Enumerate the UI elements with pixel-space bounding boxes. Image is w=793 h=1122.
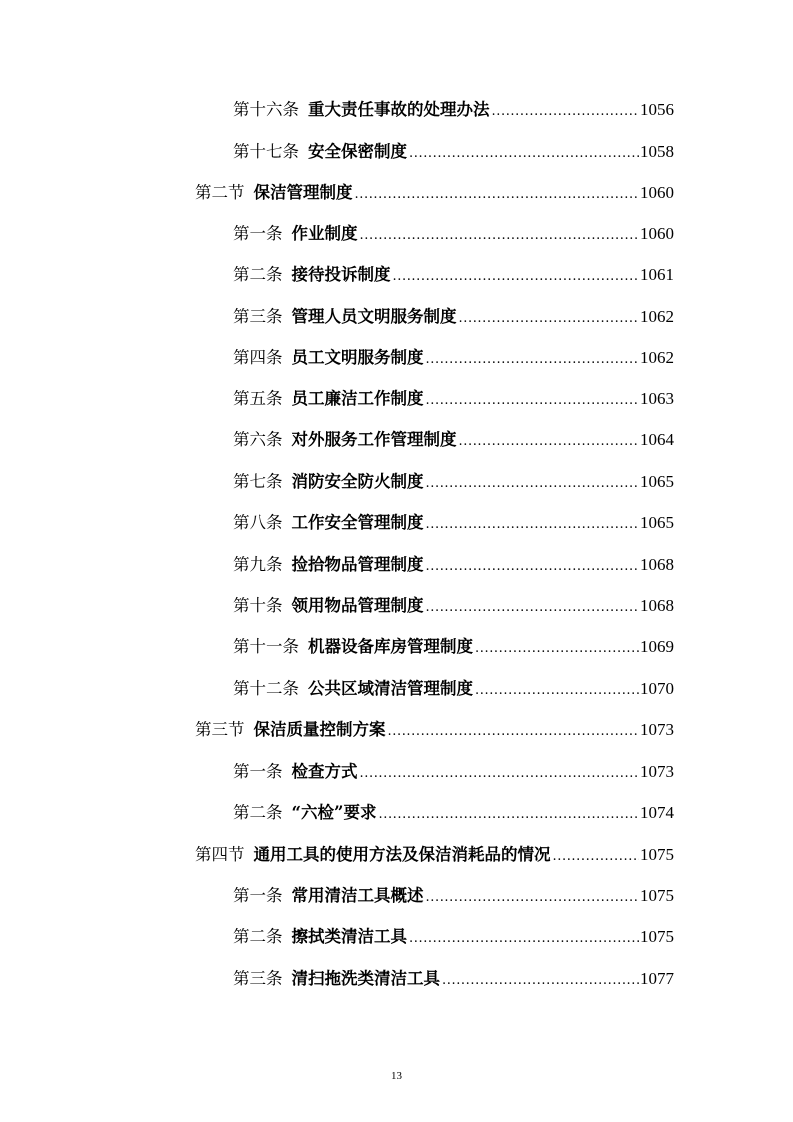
toc-entry[interactable] bbox=[233, 219, 674, 249]
toc-entry-number: 第一条 bbox=[233, 886, 283, 905]
toc-entry-title: 通用工具的使用方法及保洁消耗品的情况 bbox=[253, 845, 551, 864]
toc-entry-title: 领用物品管理制度 bbox=[291, 596, 424, 615]
toc-entry-title: 擦拭类清洁工具 bbox=[291, 927, 407, 946]
toc-entry-title: 常用清洁工具概述 bbox=[291, 886, 424, 905]
toc-entry-page: 1075 bbox=[640, 927, 674, 946]
toc-dot-leader bbox=[426, 508, 640, 538]
toc-entry-title: 公共区域清洁管理制度 bbox=[308, 679, 473, 698]
toc-entry[interactable] bbox=[233, 95, 674, 125]
toc-entry-number: 第十七条 bbox=[233, 142, 299, 161]
toc-entry[interactable] bbox=[233, 757, 674, 787]
toc-entry-title: 安全保密制度 bbox=[308, 142, 407, 161]
toc-entry-page: 1075 bbox=[640, 886, 674, 905]
toc-entry-page: 1061 bbox=[640, 265, 674, 284]
toc-dot-leader bbox=[388, 715, 640, 745]
toc-entry[interactable] bbox=[233, 674, 674, 704]
toc-entry-title: 对外服务工作管理制度 bbox=[291, 430, 457, 449]
toc-entry-number: 第七条 bbox=[233, 472, 283, 491]
toc-entry[interactable] bbox=[195, 178, 674, 208]
page-number: 13 bbox=[391, 1070, 402, 1082]
toc-entry-title: “六检”要求 bbox=[291, 803, 377, 822]
toc-dot-leader bbox=[492, 95, 640, 125]
toc-entry-title: 作业制度 bbox=[291, 224, 358, 243]
toc-entry[interactable] bbox=[195, 715, 674, 745]
toc-entry[interactable] bbox=[233, 384, 674, 414]
toc-dot-leader bbox=[426, 591, 640, 621]
toc-dot-leader bbox=[426, 550, 640, 580]
toc-entry-number: 第五条 bbox=[233, 389, 283, 408]
toc-entry-page: 1060 bbox=[640, 183, 674, 202]
toc-entry[interactable] bbox=[233, 550, 674, 580]
toc-entry[interactable] bbox=[233, 467, 674, 497]
toc-entry[interactable] bbox=[233, 632, 674, 662]
toc-entry[interactable] bbox=[195, 840, 674, 870]
toc-entry-title: 保洁质量控制方案 bbox=[253, 720, 386, 739]
toc-entry[interactable] bbox=[233, 137, 674, 167]
toc-entry-title: 接待投诉制度 bbox=[291, 265, 391, 284]
toc-entry-page: 1064 bbox=[640, 430, 674, 449]
toc-dot-leader bbox=[409, 922, 639, 952]
toc-entry-number: 第三条 bbox=[233, 969, 283, 988]
toc-entry-page: 1065 bbox=[640, 472, 674, 491]
toc-dot-leader bbox=[426, 384, 640, 414]
toc-entry-title: 清扫拖洗类清洁工具 bbox=[291, 969, 440, 988]
toc-entry-number: 第十二条 bbox=[233, 679, 299, 698]
toc-entry-number: 第三条 bbox=[233, 307, 283, 326]
toc-entry[interactable] bbox=[233, 302, 674, 332]
toc-dot-leader bbox=[459, 302, 640, 332]
toc-entry-number: 第六条 bbox=[233, 430, 283, 449]
toc-entry-number: 第二条 bbox=[233, 927, 283, 946]
toc-entry-number: 第四条 bbox=[233, 348, 283, 367]
toc-entry-title: 检查方式 bbox=[291, 762, 358, 781]
toc-entry-page: 1074 bbox=[640, 803, 674, 822]
toc-dot-leader bbox=[360, 757, 640, 787]
toc-dot-leader bbox=[459, 425, 640, 455]
toc-entry-number: 第九条 bbox=[233, 555, 283, 574]
toc-entry-number: 第十一条 bbox=[233, 637, 299, 656]
toc-entry-number: 第二节 bbox=[195, 183, 245, 202]
toc-dot-leader bbox=[393, 260, 640, 290]
toc-entry[interactable] bbox=[233, 343, 674, 373]
toc-entry-page: 1075 bbox=[640, 845, 674, 864]
toc-entry-title: 员工廉洁工作制度 bbox=[291, 389, 424, 408]
toc-entry-number: 第八条 bbox=[233, 513, 283, 532]
toc-entry-page: 1069 bbox=[640, 637, 674, 656]
toc-dot-leader bbox=[426, 881, 640, 911]
toc-dot-leader bbox=[409, 137, 639, 167]
toc-dot-leader bbox=[426, 467, 640, 497]
toc-entry-page: 1063 bbox=[640, 389, 674, 408]
toc-entry-page: 1060 bbox=[640, 224, 674, 243]
toc-dot-leader bbox=[442, 964, 639, 994]
toc-entry-number: 第一条 bbox=[233, 762, 283, 781]
toc-entry-number: 第十六条 bbox=[233, 100, 299, 119]
toc-entry[interactable] bbox=[233, 881, 674, 911]
toc-entry[interactable] bbox=[233, 591, 674, 621]
toc-dot-leader bbox=[426, 343, 640, 373]
toc-entry-title: 员工文明服务制度 bbox=[291, 348, 424, 367]
toc-entry-page: 1062 bbox=[640, 348, 674, 367]
toc-entry[interactable] bbox=[233, 964, 674, 994]
toc-dot-leader bbox=[378, 798, 639, 828]
toc-entry-page: 1073 bbox=[640, 720, 674, 739]
toc-entry[interactable] bbox=[233, 798, 674, 828]
toc-entry-number: 第四节 bbox=[195, 845, 245, 864]
toc-entry-page: 1058 bbox=[640, 142, 674, 161]
toc-entry[interactable] bbox=[233, 425, 674, 455]
toc-entry-title: 管理人员文明服务制度 bbox=[291, 307, 457, 326]
toc-dot-leader bbox=[475, 674, 639, 704]
toc-entry-title: 捡拾物品管理制度 bbox=[291, 555, 424, 574]
toc-entry-page: 1062 bbox=[640, 307, 674, 326]
toc-entry-page: 1065 bbox=[640, 513, 674, 532]
toc-entry[interactable] bbox=[233, 922, 674, 952]
toc-entry-page: 1077 bbox=[640, 969, 674, 988]
toc-entry-page: 1070 bbox=[640, 679, 674, 698]
toc-dot-leader bbox=[360, 219, 640, 249]
toc-entry-page: 1068 bbox=[640, 596, 674, 615]
toc-entry-page: 1073 bbox=[640, 762, 674, 781]
toc-dot-leader bbox=[475, 632, 639, 662]
toc-entry[interactable] bbox=[233, 260, 674, 290]
toc-entry-title: 机器设备库房管理制度 bbox=[308, 637, 473, 656]
toc-dot-leader bbox=[355, 178, 640, 208]
toc-entry-number: 第二条 bbox=[233, 265, 283, 284]
toc-entry-title: 消防安全防火制度 bbox=[291, 472, 424, 491]
toc-entry-number: 第一条 bbox=[233, 224, 283, 243]
toc-entry[interactable] bbox=[233, 508, 674, 538]
toc-entry-number: 第二条 bbox=[233, 803, 283, 822]
toc-entry-title: 工作安全管理制度 bbox=[291, 513, 424, 532]
toc-entry-number: 第十条 bbox=[233, 596, 283, 615]
toc-entry-title: 重大责任事故的处理办法 bbox=[308, 100, 490, 119]
toc-entry-number: 第三节 bbox=[195, 720, 245, 739]
toc-dot-leader bbox=[553, 840, 640, 870]
toc-entry-page: 1068 bbox=[640, 555, 674, 574]
toc-entry-title: 保洁管理制度 bbox=[253, 183, 353, 202]
toc-entry-page: 1056 bbox=[640, 100, 674, 119]
